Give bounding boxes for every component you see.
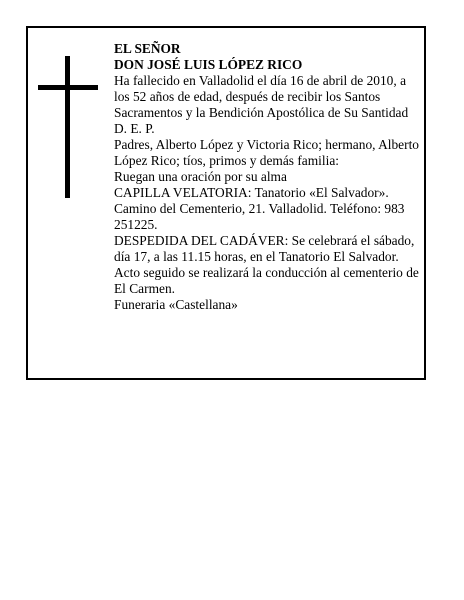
- prayer-request: Ruegan una oración por su alma: [114, 169, 287, 184]
- cross-horizontal-bar: [38, 85, 98, 90]
- family-members: Padres, Alberto López y Victoria Rico; hermano, Alberto López Rico; tíos, primos y demás familia:: [114, 137, 419, 168]
- notice-text: [114, 41, 420, 313]
- notice-title-line-1: EL SEÑOR: [114, 41, 181, 56]
- obituary-notice: [26, 26, 426, 380]
- wake-chapel-info: CAPILLA VELATORIA: Tanatorio «El Salvador». Camino del Cementerio, 21. Valladolid. Teléfono: 983 251225.: [114, 185, 405, 232]
- funeral-farewell-info: DESPEDIDA DEL CADÁVER: Se celebrará el sábado, día 17, a las 11.15 horas, en el Tanatorio El Salvador. Acto seguido se realizará la conducción al cementerio de El Carmen.: [114, 233, 419, 296]
- cross-vertical-bar: [65, 56, 70, 198]
- latin-cross-icon: [38, 56, 98, 198]
- funeral-home: Funeraria «Castellana»: [114, 297, 238, 312]
- notice-title-line-2: DON JOSÉ LUIS LÓPEZ RICO: [114, 57, 303, 72]
- death-announcement: Ha fallecido en Valladolid el día 16 de abril de 2010, a los 52 años de edad, después de recibir los Santos Sacramentos y la Bendición Apostólica de Su Santidad D. E. P.: [114, 73, 409, 136]
